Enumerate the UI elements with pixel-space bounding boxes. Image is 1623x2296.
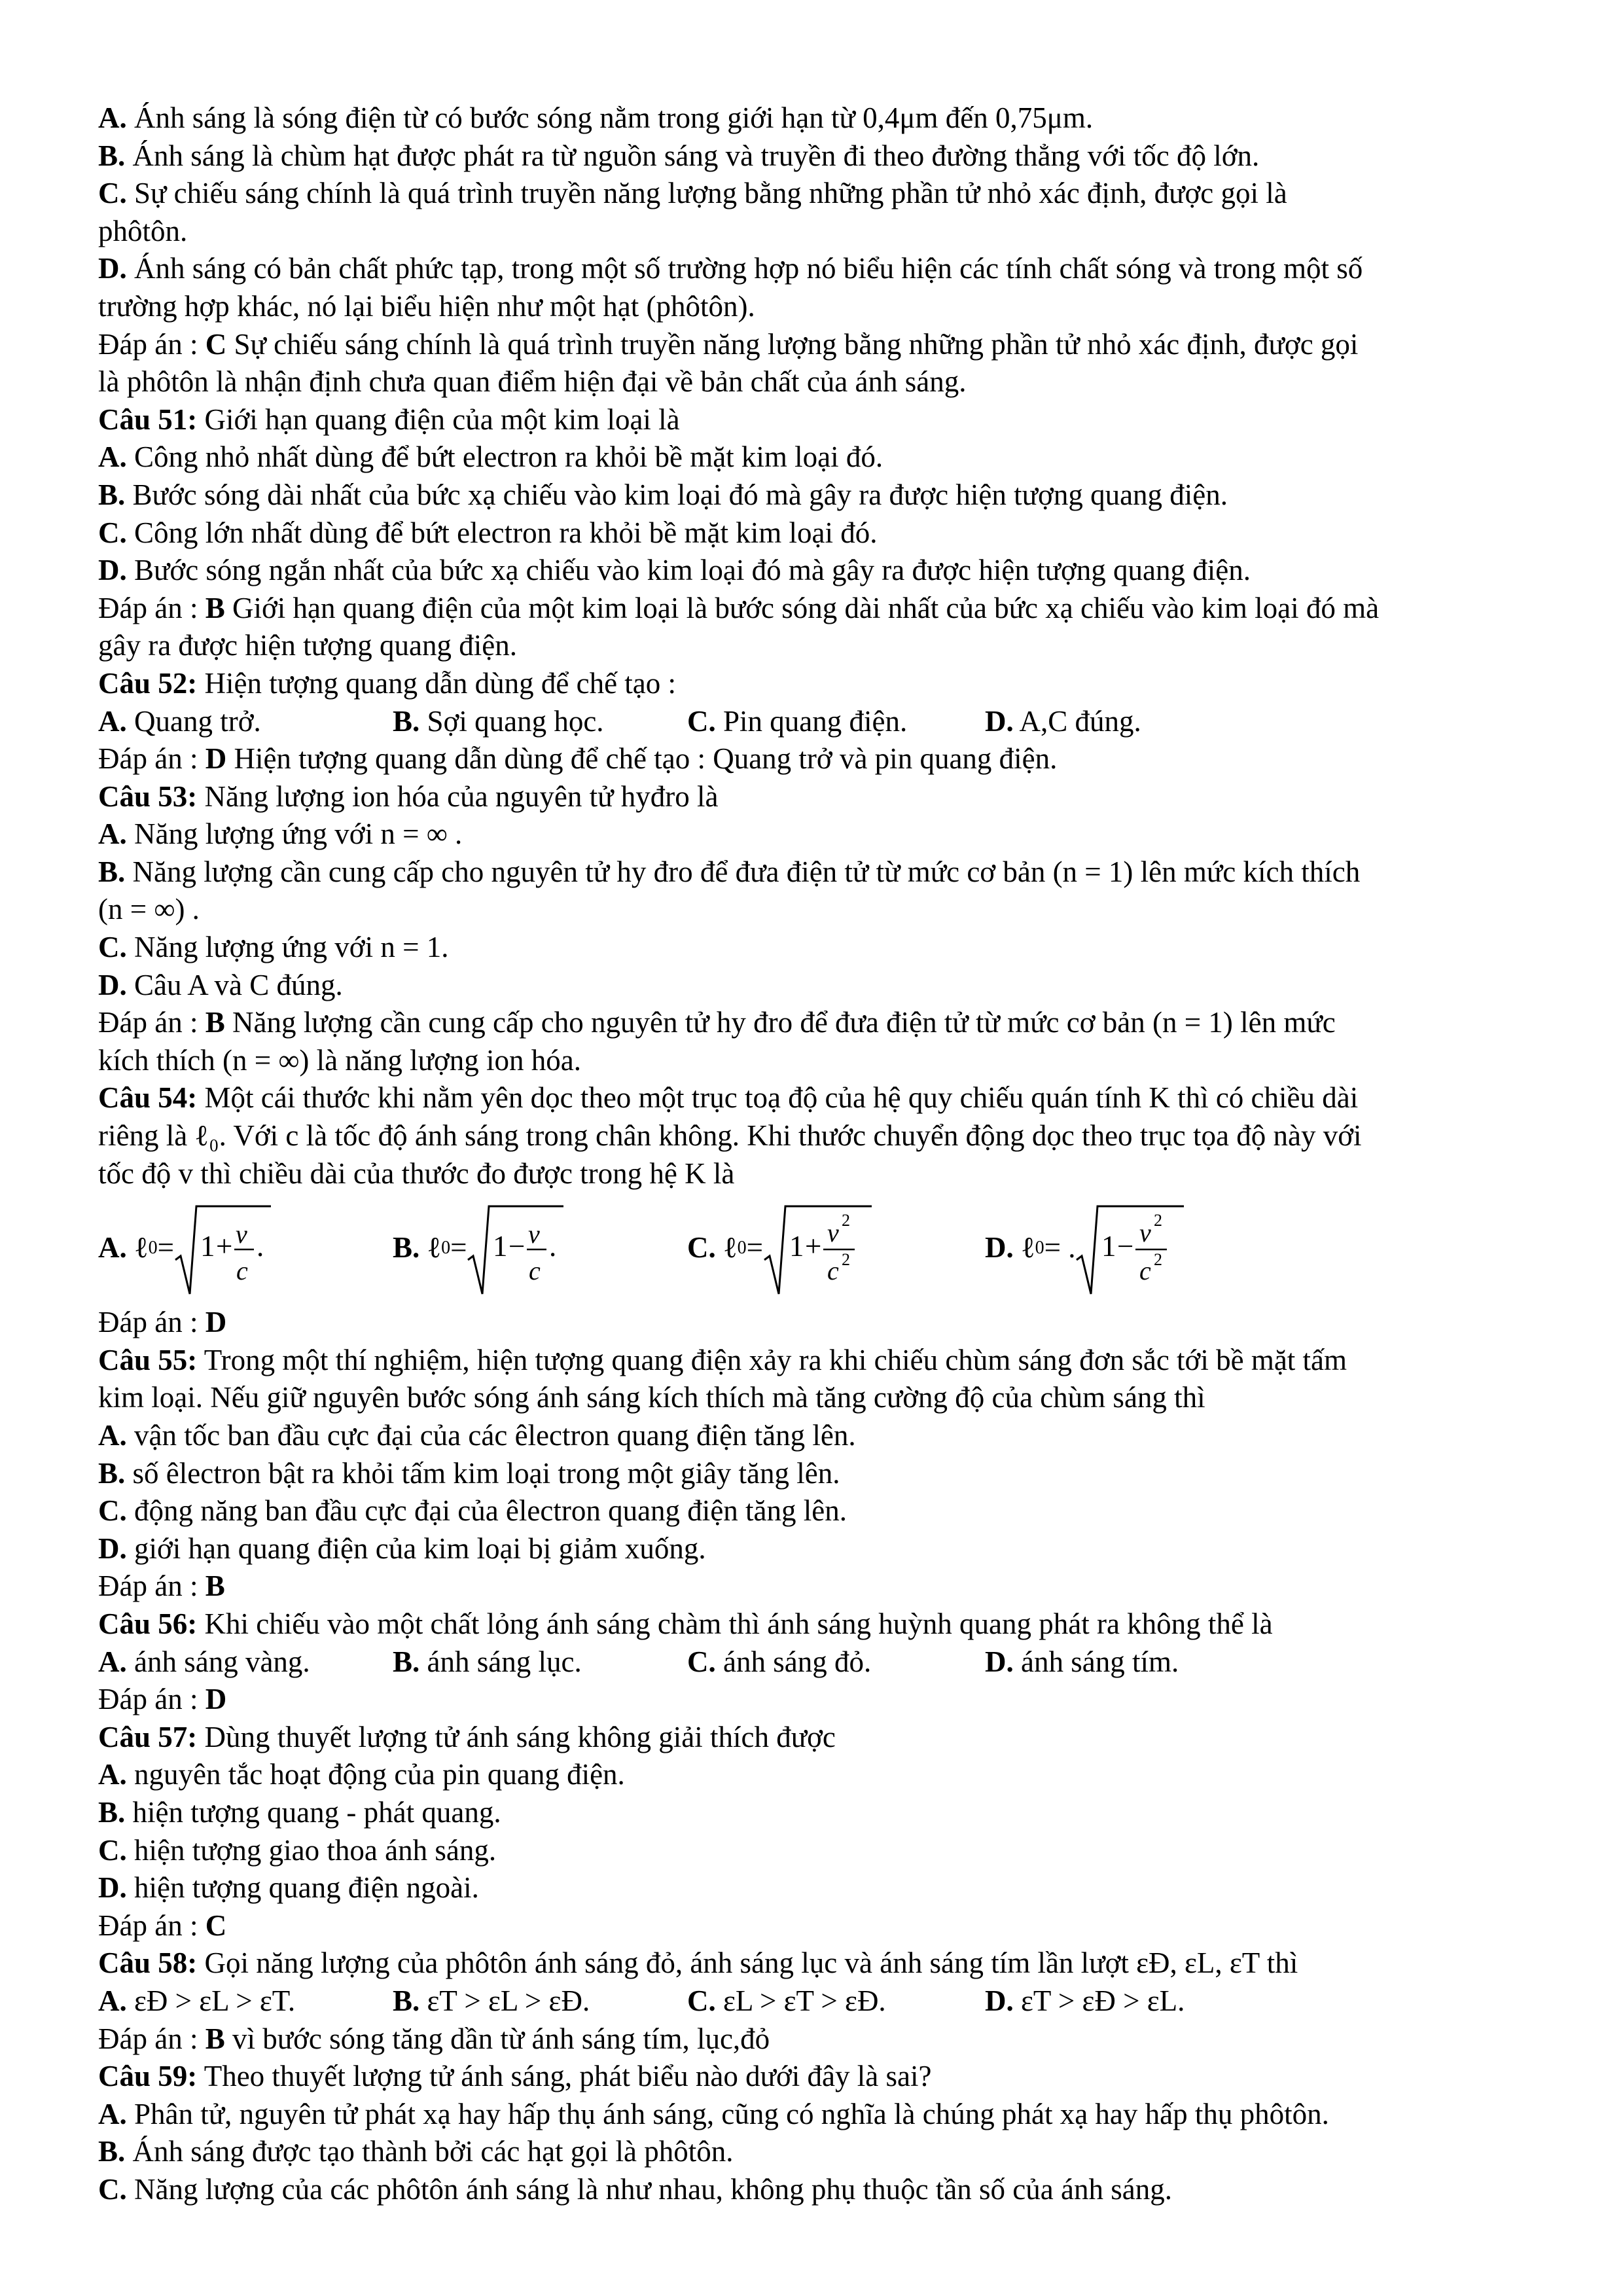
question-54-cont-2: tốc độ v thì chiều dài của thước đo được trong hệ K là <box>98 1157 735 1190</box>
q52-option-a: A. Quang trở. <box>98 704 261 738</box>
question-54: Câu 54: Một cái thước khi nằm yên dọc theo một trục toạ độ của hệ quy chiếu quán tính K thì có chiều dài <box>98 1081 1359 1115</box>
q56-option-d: D. ánh sáng tím. <box>985 1645 1179 1678</box>
q51-option-b: B. Bước sóng dài nhất của bức xạ chiếu vào kim loại đó mà gây ra được hiện tượng quang điện. <box>98 478 1228 511</box>
q52-answer: Đáp án : D Hiện tượng quang dẫn dùng để chế tạo : Quang trở và pin quang điện. <box>98 742 1058 776</box>
period: . <box>256 1230 264 1263</box>
q55-option-d: D. giới hạn quang điện của kim loại bị giảm xuống. <box>98 1532 706 1565</box>
q57-option-a: A. nguyên tắc hoạt động của pin quang điện. <box>98 1758 625 1791</box>
intro-option-d-cont: trường hợp khác, nó lại biểu hiện như một hạt (phôtôn). <box>98 289 755 323</box>
question-52: Câu 52: Hiện tượng quang dẫn dùng để chế tạo : <box>98 666 677 700</box>
q51-answer-cont: gây ra được hiện tượng quang điện. <box>98 629 517 662</box>
q57-option-d: D. hiện tượng quang điện ngoài. <box>98 1871 479 1905</box>
question-58: Câu 58: Gọi năng lượng của phôtôn ánh sáng đỏ, ánh sáng lục và ánh sáng tím lần lượt εĐ, εL, εT thì <box>98 1946 1298 1980</box>
denominator-c: c <box>827 1256 839 1286</box>
q53-option-b: B. Năng lượng cần cung cấp cho nguyên tử hy đro để đưa điện tử từ mức cơ bản (n = 1) lên mức kích thích <box>98 855 1361 888</box>
q58-option-d: D. εT > εĐ > εL. <box>985 1984 1185 2017</box>
q52-options <box>98 703 1538 741</box>
question-59: Câu 59: Theo thuyết lượng tử ánh sáng, phát biểu nào dưới đây là sai? <box>98 2060 932 2093</box>
denominator-c: c <box>236 1256 248 1286</box>
numerator-exponent: 2 <box>1154 1211 1163 1230</box>
q59-option-c: C. Năng lượng của các phôtôn ánh sáng là như nhau, không phụ thuộc tần số của ánh sáng. <box>98 2172 1172 2206</box>
one: 1 <box>789 1230 804 1263</box>
minus: − <box>508 1230 526 1263</box>
numerator-v: v <box>827 1218 839 1248</box>
q53-option-c: C. Năng lượng ứng với n = 1. <box>98 931 449 964</box>
q58-option-c: C. εL > εT > εĐ. <box>687 1984 886 2017</box>
q54-option-a: A. ℓ 0 = 1 + v c . <box>98 1196 393 1300</box>
period: . <box>549 1230 557 1263</box>
q53-option-b-cont: (n = ∞) . <box>98 893 200 926</box>
q54-option-c: C. ℓ 0 = 1 + v 2 c 2 <box>687 1196 985 1300</box>
q54-options <box>98 1193 1538 1304</box>
q55-option-a: A. vận tốc ban đầu cực đại của các êlectron quang điện tăng lên. <box>98 1419 856 1452</box>
q57-answer: Đáp án : C <box>98 1909 227 1942</box>
q55-option-b: B. số êlectron bật ra khỏi tấm kim loại trong một giây tăng lên. <box>98 1456 840 1490</box>
question-53: Câu 53: Năng lượng ion hóa của nguyên tử hyđro là <box>98 780 719 813</box>
intro-option-c: C. Sự chiếu sáng chính là quá trình truyền năng lượng bằng những phần tử nhỏ xác định, được gọi là <box>98 177 1287 210</box>
q54-formula-a <box>174 1196 272 1300</box>
question-54-cont-1: riêng là ℓ₀. Với c là tốc độ ánh sáng trong chân không. Khi thước chuyển động dọc theo trục tọa độ này với <box>98 1119 1362 1153</box>
intro-answer-cont: là phôtôn là nhận định chưa quan điểm hiện đại về bản chất của ánh sáng. <box>98 365 967 399</box>
denominator-c: c <box>529 1256 541 1286</box>
q55-answer: Đáp án : B <box>98 1570 225 1603</box>
q59-option-a: A. Phân tử, nguyên tử phát xạ hay hấp thụ ánh sáng, cũng có nghĩa là chúng phát xạ hay hấp thụ phôtôn. <box>98 2097 1329 2130</box>
q53-option-a: A. Năng lượng ứng với n = ∞ . <box>98 817 463 851</box>
question-57: Câu 57: Dùng thuyết lượng tử ánh sáng không giải thích được <box>98 1720 836 1753</box>
intro-option-d: D. Ánh sáng có bản chất phức tạp, trong một số trường hợp nó biểu hiện các tính chất sóng và trong một số <box>98 252 1363 285</box>
question-55: Câu 55: Trong một thí nghiệm, hiện tượng quang điện xảy ra khi chiếu chùm sáng đơn sắc tới bề mặt tấm <box>98 1343 1347 1376</box>
one: 1 <box>493 1230 508 1263</box>
intro-answer: Đáp án : C Sự chiếu sáng chính là quá trình truyền năng lượng bằng những phần tử nhỏ xác định, được gọi <box>98 327 1359 361</box>
q52-option-b: B. Sợi quang học. <box>393 704 604 738</box>
q58-answer: Đáp án : B vì bước sóng tăng dần từ ánh sáng tím, lục,đỏ <box>98 2022 770 2055</box>
q51-option-a: A. Công nhỏ nhất dùng để bứt electron ra khỏi bề mặt kim loại đó. <box>98 440 883 474</box>
q54-option-d: D. ℓ 0 = . 1 − v 2 c 2 <box>985 1196 1186 1300</box>
numerator-v: v <box>235 1219 247 1249</box>
q54-formula-b <box>467 1196 565 1300</box>
q58-options <box>98 1982 1538 2020</box>
intro-option-c-cont: phôtôn. <box>98 214 188 247</box>
document-page <box>98 99 1538 2208</box>
plus: + <box>215 1230 233 1263</box>
q58-option-b: B. εT > εL > εĐ. <box>393 1984 590 2017</box>
q56-options <box>98 1643 1538 1681</box>
q51-answer: Đáp án : B Giới hạn quang điện của một kim loại là bước sóng dài nhất của bức xạ chiếu vào kim loại đó mà <box>98 591 1380 624</box>
q56-option-b: B. ánh sáng lục. <box>393 1645 582 1678</box>
one: 1 <box>1101 1230 1116 1263</box>
q58-option-a: A. εĐ > εL > εT. <box>98 1984 296 2017</box>
intro-option-b: B. Ánh sáng là chùm hạt được phát ra từ nguồn sáng và truyền đi theo đường thẳng với tốc độ lớn. <box>98 139 1260 172</box>
q56-answer: Đáp án : D <box>98 1683 227 1716</box>
q57-option-c: C. hiện tượng giao thoa ánh sáng. <box>98 1833 497 1867</box>
q55-option-c: C. động năng ban đầu cực đại của êlectron quang điện tăng lên. <box>98 1494 847 1528</box>
q53-answer-cont: kích thích (n = ∞) là năng lượng ion hóa. <box>98 1043 581 1077</box>
minus: − <box>1117 1230 1134 1263</box>
q53-answer: Đáp án : B Năng lượng cần cung cấp cho nguyên tử hy đro để đưa điện tử từ mức cơ bản (n = 1) lên mức <box>98 1006 1336 1039</box>
denominator-exponent: 2 <box>1154 1250 1163 1270</box>
q54-option-b: B. ℓ 0 = 1 − v c . <box>393 1196 687 1300</box>
q54-answer: Đáp án : D <box>98 1306 227 1339</box>
numerator-v: v <box>1139 1218 1152 1248</box>
q51-option-d: D. Bước sóng ngắn nhất của bức xạ chiếu vào kim loại đó mà gây ra được hiện tượng quang điện. <box>98 554 1251 587</box>
question-55-cont: kim loại. Nếu giữ nguyên bước sóng ánh sáng kích thích mà tăng cường độ của chùm sáng thì <box>98 1381 1205 1414</box>
q54-formula-c <box>763 1196 874 1300</box>
q53-option-d: D. Câu A và C đúng. <box>98 968 343 1001</box>
denominator-c: c <box>1139 1256 1152 1286</box>
question-56: Câu 56: Khi chiếu vào một chất lỏng ánh sáng chàm thì ánh sáng huỳnh quang phát ra không thể là <box>98 1607 1273 1640</box>
one: 1 <box>200 1230 215 1263</box>
q51-option-c: C. Công lớn nhất dùng để bứt electron ra khỏi bề mặt kim loại đó. <box>98 516 878 549</box>
q59-option-b: B. Ánh sáng được tạo thành bởi các hạt gọi là phôtôn. <box>98 2135 734 2168</box>
q52-option-c: C. Pin quang điện. <box>687 704 908 738</box>
q56-option-a: A. ánh sáng vàng. <box>98 1645 310 1678</box>
q54-formula-d <box>1075 1196 1186 1300</box>
numerator-exponent: 2 <box>841 1211 850 1230</box>
intro-option-a: A. Ánh sáng là sóng điện từ có bước sóng nằm trong giới hạn từ 0,4μm đến 0,75μm. <box>98 101 1094 134</box>
q56-option-c: C. ánh sáng đỏ. <box>687 1645 872 1678</box>
denominator-exponent: 2 <box>841 1250 850 1270</box>
plus: + <box>804 1230 822 1263</box>
q52-option-d: D. A,C đúng. <box>985 704 1141 738</box>
question-51: Câu 51: Giới hạn quang điện của một kim loại là <box>98 403 680 436</box>
q57-option-b: B. hiện tượng quang - phát quang. <box>98 1795 501 1829</box>
numerator-v: v <box>528 1219 541 1249</box>
